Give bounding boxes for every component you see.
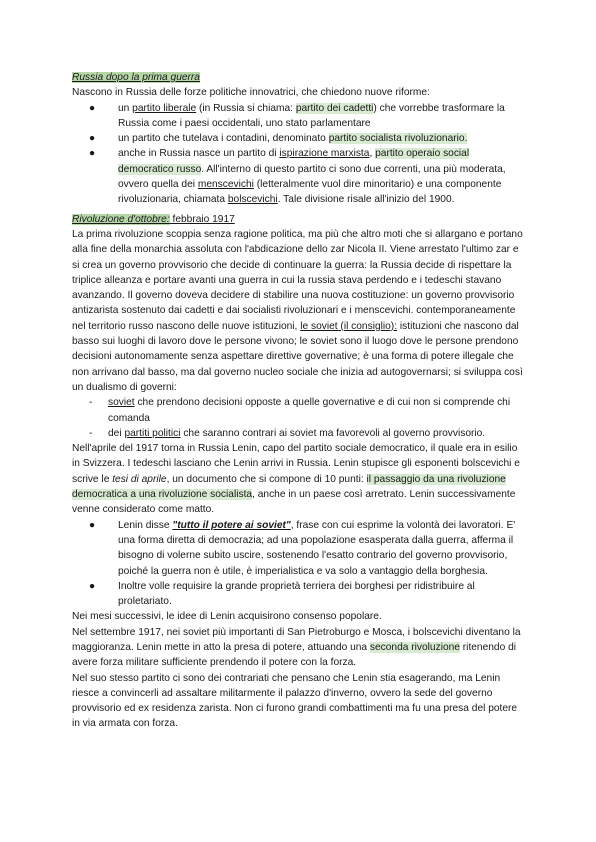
- paragraph: Nel suo stesso partito ci sono dei contrariati che pensano che Lenin stia esagerando, ma Lenin riesce a convincerli ad assaltare militarmente il palazzo d'inverno, ovvero la sede del governo provvisorio ed ex residenza zarista. Non ci furono grandi combattimenti ma fu una presa del potere in via armata con forza.: [72, 672, 518, 730]
- section-heading: Rivoluzione d'ottobre: febbraio 1917: [72, 213, 235, 225]
- section-heading: Russia dopo la prima guerra: [72, 72, 200, 83]
- list-item: ● anche in Russia nasce un partito di ispirazione marxista, partito operaio social democratico russo. All'interno di questo partito ci sono due correnti, una più moderata, ovvero quella dei menscevichi (letteralmente vuol dire minoritario) e una componente rivoluzionaria, chiamata bolscevichi. Tale divisione risale all'inizio del 1900.: [89, 148, 506, 206]
- paragraph: Nel settembre 1917, nei soviet più importanti di San Pietroburgo e Mosca, i bolscevichi diventano la maggioranza. Lenin mette in atto la presa di potere, attuando una seconda rivoluzione ritenendo di avere forza militare sufficiente prendendo il potere con la forza.: [72, 626, 521, 669]
- paragraph: La prima rivoluzione scoppia senza ragione politica, ma più che altro moti che si allargano e portano alla fine della monarchia assoluta con l'abdicazione dello zar Nicola II. Viene arrestato l'ultimo zar e si crea un governo provvisorio che decide di continuare la guerra: la Russia decide di rispettare la triplice alleanza e portare avanti una guerra in cui la russia stava perdendo e i tedeschi stavano avanzando. Il governo doveva decidere di stabilire una nuova costituzione: un governo provvisorio antizarista sostenuto dai cadetti e dai socialisti rivoluzionari e i menscevichi. contemporaneamente nel territorio russo nascono delle nuove istituzioni, le soviet (il consiglio): istituzioni che nascono dal basso sui luoghi di lavoro dove le persone vivono; le soviet sono il luogo dove le persone prendono decisioni autonomamente senza aspettare direttive governative; è una forma di potere illegale che non arrivano dal basso, ma dal governo nucleo sociale che inizia ad autogovernarsi; si sviluppa così un dualismo di governi:: [72, 228, 523, 393]
- paragraph: Nascono in Russia delle forze politiche innovatrici, che chiedono nuove riforme:: [72, 87, 430, 99]
- bullet-list: [72, 518, 524, 610]
- list-item: ● Inoltre volle requisire la grande proprietà terriera dei borghesi per ridistribuire al proletariato.: [89, 580, 475, 608]
- list-item: - dei partiti politici che saranno contrari ai soviet ma favorevoli al governo provvisorio.: [89, 427, 486, 439]
- paragraph: Nell'aprile del 1917 torna in Russia Lenin, capo del partito sociale democratico, il quale era in esilio in Svizzera. I tedeschi lasciano che Lenin arrivi in Russia. Lenin stupisce gli esponenti bolscevichi e scrive le tesi di aprile, un documento che si compone di 10 punti: il passaggio da una rivoluzione democratica a una rivoluzione socialista, anche in un paese così arretrato. Lenin successivamente venne considerato come matto.: [72, 443, 520, 516]
- list-item: ● un partito liberale (in Russia si chiama: partito dei cadetti) che vorrebbe trasformare la Russia come i paesi occidentali, uno stato parlamentare: [89, 102, 505, 129]
- paragraph: Nei mesi successivi, le idee di Lenin acquisirono consenso popolare.: [72, 611, 382, 623]
- dash-list: [72, 395, 524, 441]
- list-item: ● un partito che tutelava i contadini, denominato partito socialista rivoluzionario.: [89, 133, 468, 145]
- bullet-list: [72, 101, 524, 208]
- list-item: ● Lenin disse "tutto il potere ai soviet", frase con cui esprime la volontà dei lavoratori. E' una forma diretta di democrazia; ad una popolazione esasperata dalla guerra, afferma il bisogno di volerne subito uscire, sostenendo l'esatto contrario del governo provvisorio, poiché la guerra non è utile, è imperialistica e va solo a vantaggio della borghesia.: [89, 519, 516, 577]
- document-page: [72, 70, 524, 732]
- list-item: - soviet che prendono decisioni opposte a quelle governative e di cui non si comprende chi comanda: [89, 397, 511, 424]
